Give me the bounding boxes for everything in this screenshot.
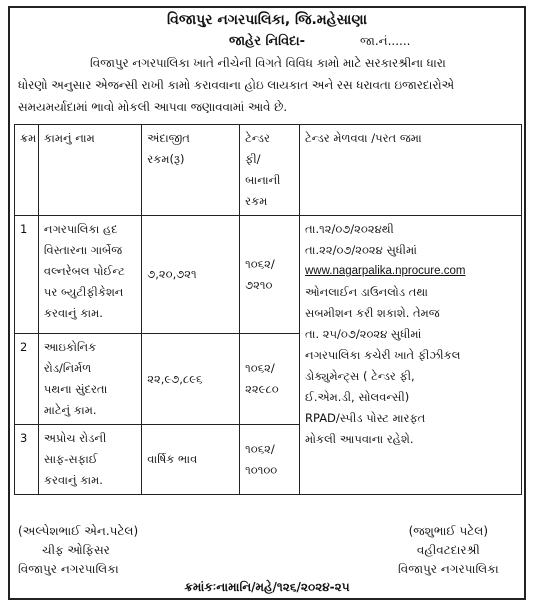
- work-name-line: રોડ/નિર્મળ: [43, 361, 92, 375]
- work-name-line: પથના સુંદરતા: [43, 382, 108, 396]
- submit-line: સબમીશન કરી શકાશે. તેમજ: [305, 306, 440, 320]
- intro-line-2: ધોરણો અનુસાર એજન્સી રાખી કામો કરાવવાના હોઇ લાયકાત અને રસ ધરાવતા ઇજારદારોએ: [18, 78, 455, 92]
- signatory-name: (જશુભાઈ પટેલ): [408, 524, 489, 538]
- header-fee-line: રકમ: [245, 194, 268, 208]
- row-num: 1: [15, 216, 39, 334]
- submit-line: તા.૨૨/૦૭/૨૦૨૪ સુધીમાં: [305, 243, 417, 257]
- header-fee: [240, 125, 300, 216]
- header-amount: [142, 125, 240, 216]
- signatory-title: વહીવટદારશ્રી: [416, 543, 480, 557]
- work-name-line: આઇકોનિક: [43, 340, 97, 354]
- row-amount: ૨૨,૯૭,૮૯૬: [142, 334, 240, 425]
- submit-line: મોકલી આપવાના રહેશે.: [305, 432, 414, 446]
- header-work-name: કામનું નામ: [38, 125, 141, 216]
- work-name-line: સાફ-સફાઈ: [43, 452, 98, 466]
- header-num: ક્રમ: [15, 125, 39, 216]
- right-signature: [398, 522, 499, 579]
- intro-line-1: વિજાપુર નગરપાલિકા ખાતે નીચેની વિગતે વિવિધ કામો માટે સરકારશ્રીના ધારા: [90, 56, 446, 70]
- row-work-name: [38, 425, 141, 495]
- table-header-row: [15, 125, 522, 216]
- signatory-title: ચીફ ઓફિસર: [42, 543, 110, 557]
- work-name-line: પર બ્યુટીફીકેશન: [43, 285, 124, 299]
- notice-subtitle: જાહેર નિવિદા-: [228, 34, 306, 49]
- fee-line: ૧૦૬૨/: [245, 256, 275, 271]
- row-fee: [240, 334, 300, 425]
- row-num: 2: [15, 334, 39, 425]
- submit-line: ઓનલાઈન ડાઉનલોડ તથા: [305, 285, 428, 299]
- row-amount: વાર્ષિક ભાવ: [142, 425, 240, 495]
- submit-line: ડોક્યુમેન્ટ્સ ( ટેન્ડર ફી,: [305, 369, 415, 383]
- table-row: [15, 216, 522, 334]
- header-amount-line: અંદાજીત: [147, 131, 190, 145]
- tender-table: [14, 124, 522, 495]
- signatory-office: વિજાપુર નગરપાલિકા: [18, 562, 119, 576]
- submit-line: ઈ.એમ.ડી, સોલવન્સી): [305, 390, 410, 404]
- row-amount: ૭,૨૦,૭૨૧: [142, 216, 240, 334]
- header-submit: ટેન્ડર મેળવવા /પરત જમા: [300, 125, 522, 216]
- header-amount-line: રકમ(રૂ): [147, 152, 185, 166]
- row-fee: [240, 425, 300, 495]
- submit-line: RPAD/સ્પીડ પોસ્ટ મારફત: [305, 411, 426, 425]
- submit-line: તા. ૨૫/૦૭/૨૦૨૪ સુધીમાં: [305, 327, 422, 341]
- tender-notice: [8, 6, 526, 600]
- submission-details: [300, 216, 522, 495]
- notice-title: વિજાપુર નગરપાલિકા, જિ.મહેસાણા: [166, 12, 368, 28]
- row-work-name: [38, 216, 141, 334]
- nprocure-link[interactable]: www.nagarpalika.nprocure.com: [305, 265, 466, 277]
- work-name-line: વિસ્તારના ગાર્બેજ: [43, 243, 123, 257]
- work-name-line: નગરપાલિકા હદ: [43, 222, 118, 236]
- header-fee-line: ટેન્ડર: [245, 131, 270, 145]
- fee-line: ૨૨૯૮૦: [245, 382, 279, 396]
- fee-line: ૧૦૬૨/: [245, 441, 275, 456]
- row-fee: [240, 216, 300, 334]
- work-name-line: માટેનું કામ.: [43, 403, 97, 417]
- work-name-line: કરવાનું કામ.: [43, 473, 103, 487]
- header-fee-line: બાનાની: [245, 173, 281, 187]
- intro-line-3: સમયમર્યાદામાં ભાવો મોકલી આપવા જણાવવામાં આવે છે.: [18, 100, 288, 114]
- fee-line: ૭૨૧૦: [245, 277, 273, 292]
- signatory-name: (અલ્પેશભાઈ એન.પટેલ): [18, 524, 139, 538]
- submit-line: તા.૧૨/૦૭/૨૦૨૪થી: [305, 222, 394, 236]
- left-signature: [18, 522, 138, 579]
- signatory-office: વિજાપુર નગરપાલિકા: [398, 562, 499, 576]
- header-fee-line: ફી/: [245, 152, 261, 166]
- notice-number: જા.નં......: [360, 34, 411, 48]
- work-name-line: કરવાનું કામ.: [43, 306, 103, 320]
- row-num: 3: [15, 425, 39, 495]
- reference-number: ક્રમાંકઃનામાનિ/મહે/૧૨૬/૨૦૨૪-૨૫: [184, 580, 350, 594]
- submit-line: નગરપાલિકા કચેરી ખાતે ફીઝીકલ: [305, 348, 461, 362]
- row-work-name: [38, 334, 141, 425]
- work-name-line: વલ્નરેબલ પોઈન્ટ: [43, 264, 125, 278]
- fee-line: ૧૦૬૨/: [245, 361, 275, 375]
- fee-line: ૧૦૧૦૦: [245, 462, 278, 477]
- work-name-line: અપ્રોચ રોડની: [43, 431, 107, 445]
